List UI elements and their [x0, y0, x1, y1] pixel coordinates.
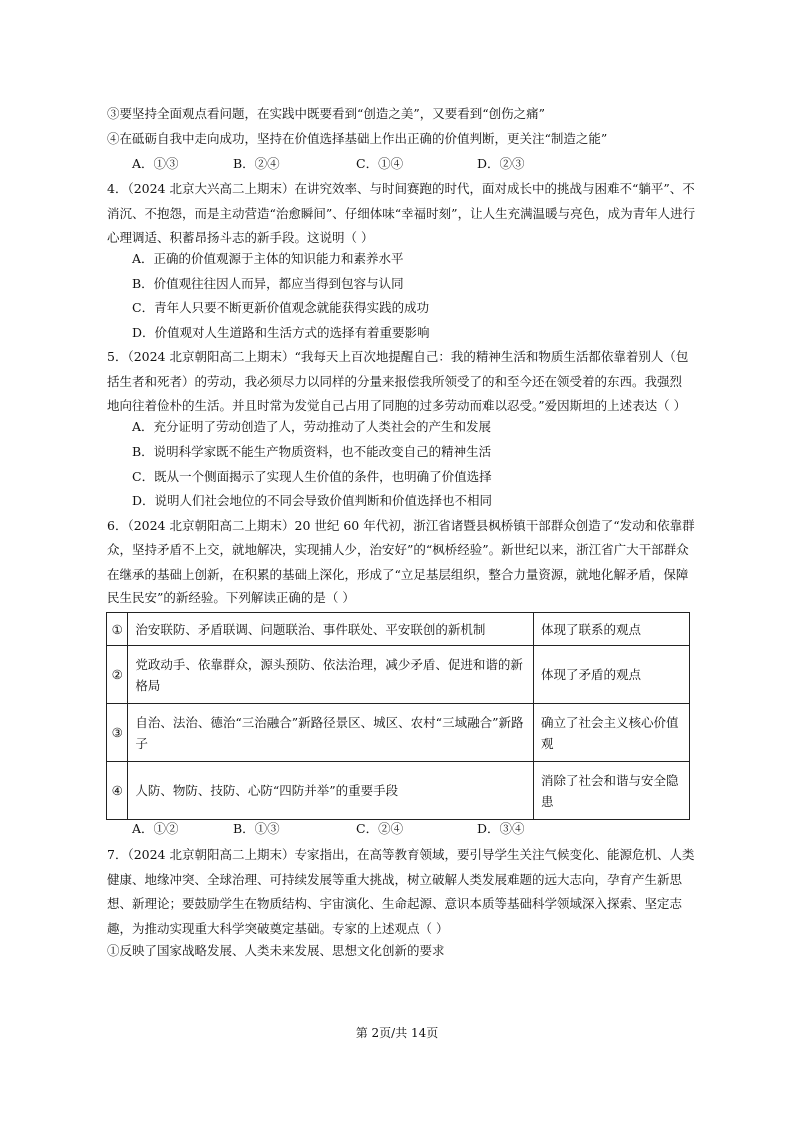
q4-option-b: B．价值观往往因人而异，都应当得到包容与认同	[132, 276, 404, 291]
q5-option-a: A．充分证明了劳动创造了人，劳动推动了人类社会的产生和发展	[132, 419, 492, 434]
q6-stem-line-4: 民生民安”的新经验。下列解读正确的是（ ）	[107, 590, 355, 605]
table-row	[107, 762, 690, 820]
q5-stem-line-3: 地向往着俭朴的生活。并且时常为发觉自己占用了同胞的过多劳动而难以忍受。”爱因斯坦的上述表达（ ）	[107, 398, 687, 413]
q3-option-d: D．②③	[477, 156, 525, 171]
q3-option-a: A．①③	[132, 156, 179, 171]
q6-option-c: C．②④	[356, 821, 404, 836]
q5-option-c: C．既从一个侧面揭示了实现人生价值的条件，也明确了价值选择	[132, 469, 492, 484]
q5-option-d: D．说明人们社会地位的不同会导致价值判断和价值选择也不相同	[132, 493, 493, 508]
table-row	[107, 704, 690, 762]
q6-option-a: A．①②	[132, 821, 179, 836]
q6-stem-line-3: 在继承的基础上创新，在积累的基础上深化，形成了“立足基层组织，整合力量资源，就地化解矛盾，保障	[107, 567, 689, 582]
q4-option-c: C．青年人只要不断更新价值观念就能获得实践的成功	[132, 300, 430, 315]
table-row-content: 自治、法治、德治“三治融合”新路径景区、城区、农村“三域融合”新路子	[128, 704, 534, 762]
q5-option-b: B．说明科学家既不能生产物质资料，也不能改变自己的精神生活	[132, 444, 492, 459]
q3-option-b: B．②④	[233, 156, 280, 171]
q5-stem-line-2: 括生者和死者）的劳动，我必须尽力以同样的分量来报偿我所领受了的和至今还在领受着的东西。我强烈	[107, 374, 683, 389]
table-row-number: ③	[107, 704, 128, 762]
table-row-number: ②	[107, 646, 128, 704]
table-row-view: 体现了矛盾的观点	[534, 646, 690, 704]
page-number: 第 2页/共 14页	[355, 1026, 439, 1040]
q5-stem-line-1: 5．（2024 北京朝阳高二上期末）“我每天上百次地提醒自己：我的精神生活和物质生活都依靠着别人（包	[107, 349, 689, 364]
q6-option-d: D．③④	[477, 821, 525, 836]
q3-options	[132, 155, 562, 173]
q4-option-d: D．价值观对人生道路和生活方式的选择有着重要影响	[132, 325, 430, 340]
table-row-view: 消除了社会和谐与安全隐患	[534, 762, 690, 820]
table-row-content: 党政动手、依靠群众，源头预防、依法治理，减少矛盾、促进和谐的新格局	[128, 646, 534, 704]
table-row-view: 体现了联系的观点	[534, 613, 690, 646]
table-row-content: 人防、物防、技防、心防“四防并举”的重要手段	[128, 762, 534, 820]
q3-option-c: C．①④	[356, 156, 404, 171]
table-row-view: 确立了社会主义核心价值观	[534, 704, 690, 762]
table-row-content: 治安联防、矛盾联调、问题联治、事件联处、平安联创的新机制	[128, 613, 534, 646]
q6-option-b: B．①③	[233, 821, 280, 836]
q4-stem-line-1: 4．（2024 北京大兴高二上期末）在讲究效率、与时间赛跑的时代，面对成长中的挑战与困难不“躺平”、不	[107, 181, 695, 196]
q7-stem-line-1: 7．（2024 北京朝阳高二上期末）专家指出，在高等教育领域，要引导学生关注气候变化、能源危机、人类	[107, 847, 695, 862]
q3-item-4: ④在砥砺自我中走向成功，坚持在价值选择基础上作出正确的价值判断，更关注“制造之能”	[107, 131, 608, 146]
table-row	[107, 646, 690, 704]
table-row	[107, 613, 690, 646]
q4-stem-line-2: 消沉、不抱怨，而是主动营造“治愈瞬间”、仔细体味“幸福时刻”，让人生充满温暖与亮色，成为青年人进行	[107, 206, 696, 221]
q6-stem-line-2: 众，坚持矛盾不上交，就地解决，实现捕人少，治安好”的“枫桥经验”。新世纪以来，浙江省广大干部群众	[107, 542, 689, 557]
q4-option-a: A．正确的价值观源于主体的知识能力和素养水平	[132, 251, 404, 266]
q6-stem-line-1: 6．（2024 北京朝阳高二上期末）20 世纪 60 年代初，浙江省诸暨县枫桥镇干部群众创造了“发动和依靠群	[107, 518, 695, 533]
q7-item-1: ①反映了国家战略发展、人类未来发展、思想文化创新的要求	[107, 943, 445, 958]
q3-item-3: ③要坚持全面观点看问题，在实践中既要看到“创造之美”，又要看到“创伤之痛”	[107, 106, 546, 121]
q4-stem-line-3: 心理调适、积蓄昂扬斗志的新手段。这说明（ ）	[107, 230, 374, 245]
q7-stem-line-3: 想、新理论；要鼓励学生在物质结构、宇宙演化、生命起源、意识本质等基础科学领域深入探索、坚定志	[107, 896, 683, 911]
q6-table	[106, 612, 690, 820]
table-row-number: ①	[107, 613, 128, 646]
q7-stem-line-4: 趣，为推动实现重大科学突破奠定基础。专家的上述观点（ ）	[107, 921, 449, 936]
table-row-number: ④	[107, 762, 128, 820]
q7-stem-line-2: 健康、地缘冲突、全球治理、可持续发展等重大挑战，树立破解人类发展难题的远大志向，孕育产生新思	[107, 872, 683, 887]
q6-options	[132, 820, 562, 838]
